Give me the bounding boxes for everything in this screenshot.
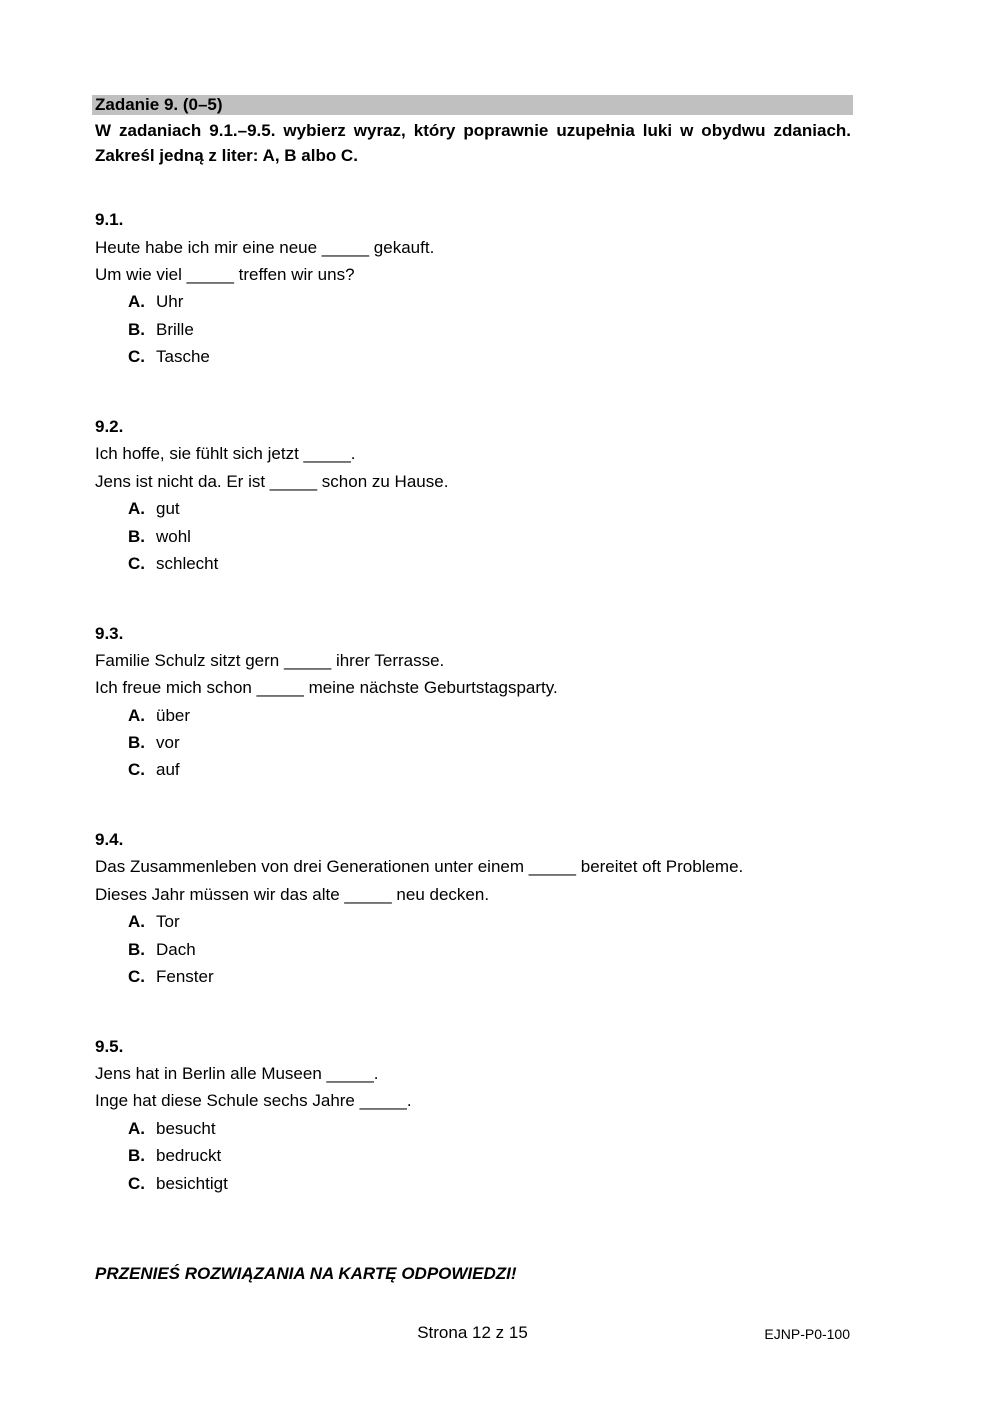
option-text: wohl xyxy=(156,527,191,546)
transfer-answers-note: PRZENIEŚ ROZWIĄZANIA NA KARTĘ ODPOWIEDZI! xyxy=(95,1264,517,1283)
task-number: 9.1. xyxy=(95,210,124,229)
option-letter[interactable]: A. xyxy=(128,292,145,311)
task-number: 9.4. xyxy=(95,830,124,849)
option-letter[interactable]: C. xyxy=(128,554,145,573)
option-letter[interactable]: B. xyxy=(128,733,145,752)
sentence-2: Um wie viel _____ treffen wir uns? xyxy=(95,265,355,284)
option-letter[interactable]: B. xyxy=(128,1146,145,1165)
sentence-1: Das Zusammenleben von drei Generationen unter einem _____ bereitet oft Probleme. xyxy=(95,857,744,876)
option-text: bedruckt xyxy=(156,1146,222,1165)
option-letter[interactable]: A. xyxy=(128,706,145,725)
option-letter[interactable]: C. xyxy=(128,347,145,366)
sentence-1: Familie Schulz sitzt gern _____ ihrer Terrasse. xyxy=(95,651,445,670)
option-c[interactable] xyxy=(128,1174,228,1194)
document-code: EJNP-P0-100 xyxy=(764,1326,850,1342)
option-letter[interactable]: B. xyxy=(128,320,145,339)
option-letter[interactable]: B. xyxy=(128,527,145,546)
option-c[interactable] xyxy=(128,967,214,987)
option-letter[interactable]: B. xyxy=(128,940,145,959)
sentence-2: Ich freue mich schon _____ meine nächste Geburtstagsparty. xyxy=(95,678,558,697)
option-text: schlecht xyxy=(156,554,219,573)
option-text: besichtigt xyxy=(156,1174,228,1193)
option-text: Tasche xyxy=(156,347,210,366)
option-text: über xyxy=(156,706,191,725)
option-letter[interactable]: C. xyxy=(128,1174,145,1193)
option-letter[interactable]: A. xyxy=(128,912,145,931)
option-a[interactable] xyxy=(128,706,190,726)
sentence-1: Heute habe ich mir eine neue _____ gekauft. xyxy=(95,238,435,257)
option-text: Uhr xyxy=(156,292,184,311)
option-b[interactable] xyxy=(128,733,180,753)
option-c[interactable] xyxy=(128,347,210,367)
option-c[interactable] xyxy=(128,554,218,574)
option-text: Fenster xyxy=(156,967,214,986)
sentence-1: Jens hat in Berlin alle Museen _____. xyxy=(95,1064,379,1083)
option-a[interactable] xyxy=(128,499,180,519)
option-text: besucht xyxy=(156,1119,216,1138)
sentence-2: Jens ist nicht da. Er ist _____ schon zu Hause. xyxy=(95,472,449,491)
option-text: gut xyxy=(156,499,180,518)
sentence-2: Inge hat diese Schule sechs Jahre _____. xyxy=(95,1091,412,1110)
option-c[interactable] xyxy=(128,760,180,780)
task-number: 9.2. xyxy=(95,417,124,436)
task-number: 9.3. xyxy=(95,624,124,643)
option-letter[interactable]: C. xyxy=(128,760,145,779)
task-title: Zadanie 9. (0–5) xyxy=(95,95,223,114)
sentence-1: Ich hoffe, sie fühlt sich jetzt _____. xyxy=(95,444,356,463)
option-letter[interactable]: C. xyxy=(128,967,145,986)
option-text: auf xyxy=(156,760,180,779)
sentence-2: Dieses Jahr müssen wir das alte _____ neu decken. xyxy=(95,885,490,904)
option-b[interactable] xyxy=(128,1146,221,1166)
option-letter[interactable]: A. xyxy=(128,499,145,518)
option-a[interactable] xyxy=(128,912,180,932)
option-text: Tor xyxy=(156,912,180,931)
option-b[interactable] xyxy=(128,940,196,960)
page-number: Strona 12 z 15 xyxy=(417,1323,528,1342)
option-text: Dach xyxy=(156,940,196,959)
option-letter[interactable]: A. xyxy=(128,1119,145,1138)
option-text: Brille xyxy=(156,320,194,339)
task-instruction: W zadaniach 9.1.–9.5. wybierz wyraz, który poprawnie uzupełnia luki w obydwu zdaniach. Zakreśl jedną z liter: A, B albo C. xyxy=(95,121,851,165)
option-b[interactable] xyxy=(128,320,194,340)
option-text: vor xyxy=(156,733,180,752)
option-b[interactable] xyxy=(128,527,191,547)
option-a[interactable] xyxy=(128,292,183,312)
task-number: 9.5. xyxy=(95,1037,124,1056)
option-a[interactable] xyxy=(128,1119,216,1139)
